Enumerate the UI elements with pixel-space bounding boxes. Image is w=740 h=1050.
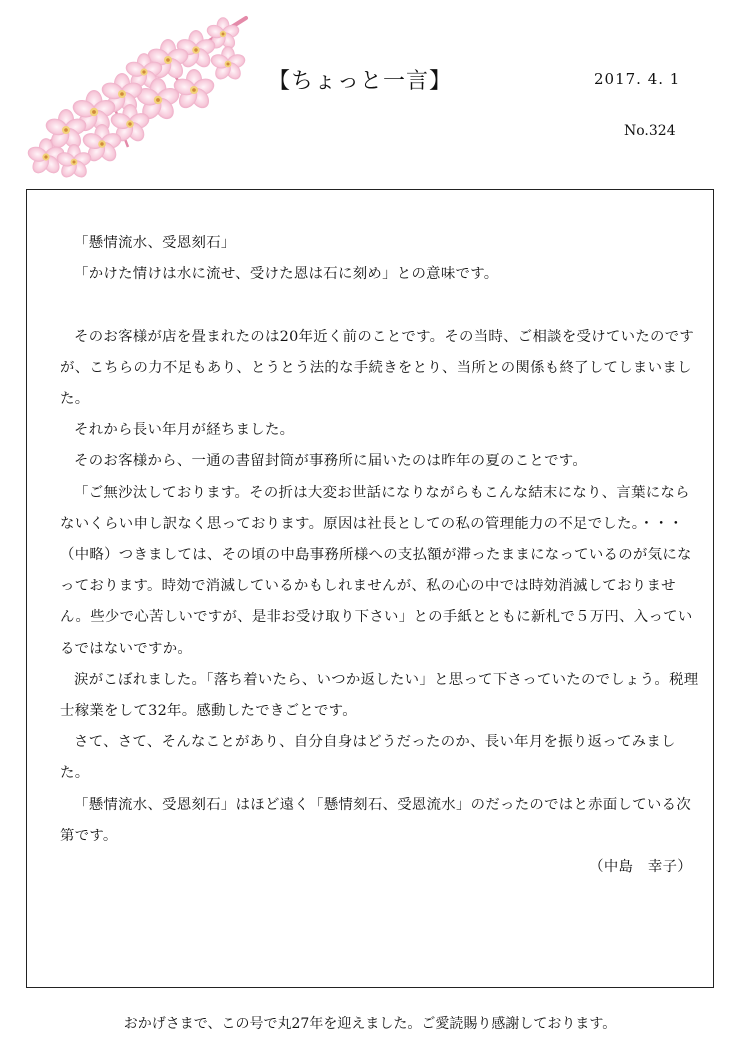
article-paragraph: 「懸情流水、受恩刻石」 xyxy=(74,235,236,251)
page-title: 【ちょっと一言】 xyxy=(268,69,453,94)
article-paragraph: 涙がこぼれました。「落ち着いたら、いつか返したい」と思って下さっていたのでしょう。税理士稼業をして32年。感動したできごとです。 xyxy=(60,671,699,720)
article-paragraph: そのお客様が店を畳まれたのは20年近く前のことです。その当時、ご相談を受けていたのですが、こちらの力不足もあり、とうとう法的な手続きをとり、当所との関係も終了してしまいました。 xyxy=(60,328,695,407)
issue-number: No.324 xyxy=(624,123,676,139)
article-paragraph: そのお客様から、一通の書留封筒が事務所に届いたのは昨年の夏のことです。 xyxy=(74,453,588,470)
article-paragraph: 「かけた情けは水に流せ、受けた恩は石に刻め」との意味です。 xyxy=(74,266,499,283)
paragraph-spacer xyxy=(60,290,700,321)
article-paragraph: 「ご無沙汰しております。その折は大変お世話になりながらもこんな結末になり、言葉にならないくらい申し訳なく思っております。原因は社長としての私の管理能力の不足でした。・・・（中略）つきましては、その頃の中島事務所様への支払額が滞ったままになっているのが気になっております。時効で消滅しているかもしれませんが、私の心の中では時効消滅しておりません。些少で心苦しいですが、是非お受け取り下さい」との手紙とともに新札で５万円、入っているではないですか。 xyxy=(60,484,693,657)
author-signature: （中島 幸子） xyxy=(589,859,692,876)
article-paragraph: さて、さて、そんなことがあり、自分自身はどうだったのか、長い年月を振り返ってみました。 xyxy=(60,734,676,782)
article-paragraph: 「懸情流水、受恩刻石」はほど遠く「懸情刻石、受恩流水」のだったのではと赤面している次第です。 xyxy=(60,796,692,844)
article-paragraph: それから長い年月が経ちました。 xyxy=(74,422,295,439)
issue-date: 2017. 4. 1 xyxy=(594,70,681,88)
cherry-blossom-icon xyxy=(18,12,250,182)
article-body xyxy=(60,228,700,883)
footer-note: おかげさまで、この号で丸27年を迎えました。ご愛読賜り感謝しております。 xyxy=(123,1016,617,1032)
